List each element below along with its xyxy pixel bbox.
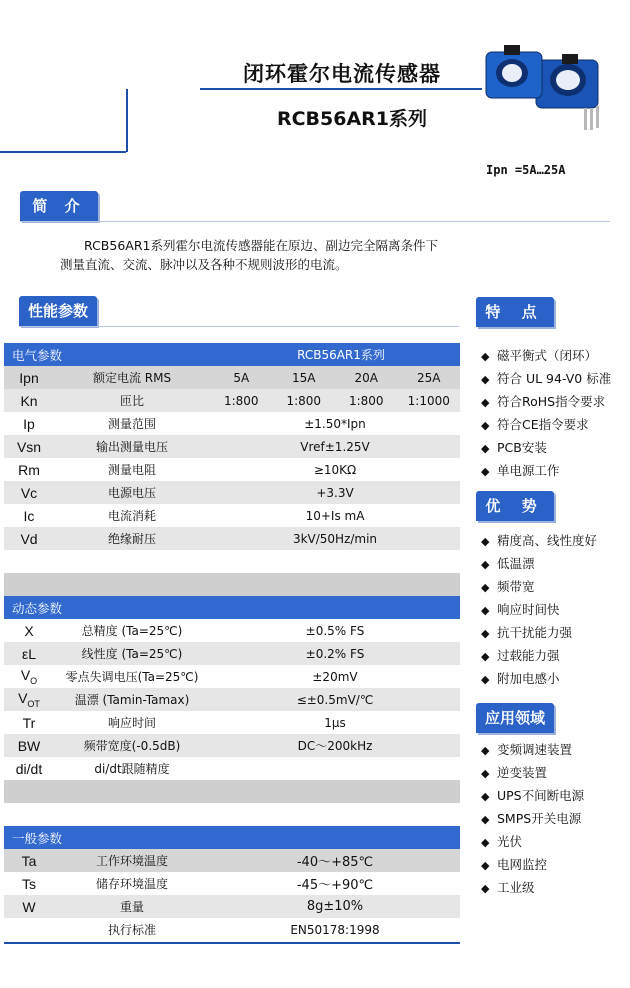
param-name: 重量 bbox=[119, 900, 144, 914]
param-value: ±1.50*Ipn bbox=[304, 416, 366, 431]
table-row bbox=[4, 849, 460, 872]
table-row bbox=[4, 665, 460, 688]
symbol: Ic bbox=[23, 507, 35, 524]
list-item: ◆ 符合CE指令要求 bbox=[481, 413, 611, 436]
param-name: 电流消耗 bbox=[107, 509, 156, 523]
diamond-bullet-icon: ◆ bbox=[481, 813, 490, 826]
general-header-row bbox=[4, 826, 460, 849]
page-title: 闭环霍尔电流传感器 bbox=[243, 62, 441, 86]
param-name: 电源电压 bbox=[107, 486, 156, 500]
param-value: ±0.5% FS bbox=[305, 623, 365, 638]
table-row bbox=[4, 458, 460, 481]
list-item: ◆ 单电源工作 bbox=[481, 459, 611, 482]
param-value: 3kV/50Hz/min bbox=[292, 531, 378, 546]
param-value: Vref±1.25V bbox=[300, 439, 370, 454]
param-value: ≥10KΩ bbox=[313, 462, 357, 477]
param-value: -40～+85℃ bbox=[296, 855, 374, 870]
symbol: $V_O$ bbox=[20, 667, 38, 686]
sensor-front-icon bbox=[486, 45, 542, 98]
table-row bbox=[4, 711, 460, 734]
symbol: Tr bbox=[22, 714, 36, 731]
diamond-bullet-icon: ◆ bbox=[481, 396, 490, 409]
table-row bbox=[4, 688, 460, 711]
list-item: ◆ 光伏 bbox=[481, 830, 584, 853]
param-value: ≤±0.5mV/℃ bbox=[296, 692, 374, 707]
diamond-bullet-icon: ◆ bbox=[481, 350, 490, 363]
param-value: ±0.2% FS bbox=[305, 646, 365, 661]
param-name: 执行标准 bbox=[107, 923, 156, 937]
param-name: 测量范围 bbox=[107, 417, 156, 431]
symbol: BW bbox=[17, 737, 41, 754]
table-row bbox=[4, 918, 460, 941]
param-value: 10+Is mA bbox=[305, 508, 365, 523]
value-20a: 20A bbox=[354, 370, 378, 385]
performance-divider bbox=[19, 326, 459, 327]
param-name: 零点失调电压(Ta=25℃) bbox=[65, 670, 199, 684]
param-value: 1μs bbox=[324, 715, 346, 730]
current-range: Ipn =5A…25A bbox=[486, 163, 566, 177]
symbol: X bbox=[24, 622, 34, 639]
symbol: Vc bbox=[20, 484, 38, 501]
list-item: ◆ 频带宽 bbox=[481, 575, 597, 598]
symbol: Kn bbox=[20, 392, 38, 409]
header-rule bbox=[200, 88, 482, 90]
diamond-bullet-icon: ◆ bbox=[481, 673, 490, 686]
diamond-bullet-icon: ◆ bbox=[481, 650, 490, 663]
param-name: 响应时间 bbox=[107, 716, 156, 730]
symbol: Ip bbox=[23, 415, 35, 432]
diamond-bullet-icon: ◆ bbox=[481, 373, 490, 386]
diamond-bullet-icon: ◆ bbox=[481, 744, 490, 757]
sensor-back-icon bbox=[536, 54, 599, 130]
symbol: Vd bbox=[20, 530, 38, 547]
param-value: 8g±10% bbox=[306, 899, 364, 914]
intro-tag: 简 介 bbox=[20, 191, 98, 221]
table-row bbox=[4, 527, 460, 550]
list-item: ◆ UPS不间断电源 bbox=[481, 784, 584, 807]
dynamic-header: 动态参数 bbox=[12, 600, 63, 616]
product-image bbox=[476, 40, 626, 140]
list-item: ◆ 变频调速装置 bbox=[481, 738, 584, 761]
value-15a: 15A bbox=[292, 370, 316, 385]
symbol: di/dt bbox=[15, 760, 43, 777]
table-row bbox=[4, 895, 460, 918]
diamond-bullet-icon: ◆ bbox=[481, 581, 490, 594]
symbol: Ts bbox=[22, 875, 36, 892]
table-row bbox=[4, 619, 460, 642]
table-row bbox=[4, 389, 460, 412]
table-row bbox=[4, 481, 460, 504]
param-name: 工作环境温度 bbox=[95, 854, 168, 868]
param-name: 总精度 (Ta=25℃) bbox=[81, 624, 183, 638]
diamond-bullet-icon: ◆ bbox=[481, 627, 490, 640]
param-name: 匝比 bbox=[119, 394, 144, 408]
table-row bbox=[4, 412, 460, 435]
list-item: ◆ 附加电感小 bbox=[481, 667, 597, 690]
list-item: ◆ 工业级 bbox=[481, 876, 584, 899]
symbol: $V_{OT}$ bbox=[18, 690, 40, 709]
param-name: 输出测量电压 bbox=[95, 440, 168, 454]
intro-divider bbox=[20, 221, 610, 222]
applications-list bbox=[481, 738, 584, 899]
param-name: 测量电阻 bbox=[107, 463, 156, 477]
param-name: 温漂 (Tamin-Tamax) bbox=[74, 693, 190, 707]
electrical-header-row bbox=[4, 343, 460, 366]
list-item: ◆ 符合RoHS指令要求 bbox=[481, 390, 611, 413]
table-row bbox=[4, 366, 460, 389]
advantages-list bbox=[481, 529, 597, 690]
list-item: ◆ 电网监控 bbox=[481, 853, 584, 876]
list-item: ◆ 逆变装置 bbox=[481, 761, 584, 784]
symbol: Vsn bbox=[16, 438, 42, 455]
diamond-bullet-icon: ◆ bbox=[481, 442, 490, 455]
table-row bbox=[4, 872, 460, 895]
header-rule-left bbox=[0, 151, 126, 153]
value-15a: 1:800 bbox=[286, 393, 322, 408]
value-5a: 1:800 bbox=[223, 393, 259, 408]
dynamic-header-row bbox=[4, 596, 460, 619]
applications-tag: 应用领域 bbox=[476, 703, 554, 733]
diamond-bullet-icon: ◆ bbox=[481, 836, 490, 849]
param-name: 储存环境温度 bbox=[95, 877, 168, 891]
spec-table bbox=[4, 343, 460, 941]
list-item: ◆ SMPS开关电源 bbox=[481, 807, 584, 830]
list-item: ◆ 低温漂 bbox=[481, 552, 597, 575]
table-row bbox=[4, 757, 460, 780]
electrical-header: 电气参数 bbox=[12, 347, 63, 363]
table-row bbox=[4, 435, 460, 458]
param-name: 线性度 (Ta=25℃) bbox=[81, 647, 183, 661]
intro-line-1: RCB56AR1系列霍尔电流传感器能在原边、副边完全隔离条件下 bbox=[84, 238, 438, 253]
value-25a: 25A bbox=[417, 370, 441, 385]
features-list bbox=[481, 344, 611, 482]
symbol: εL bbox=[21, 645, 37, 662]
intro-line-2: 测量直流、交流、脉冲以及各种不规则波形的电流。 bbox=[60, 257, 348, 272]
features-tag: 特 点 bbox=[476, 297, 554, 327]
table-row-empty bbox=[4, 803, 460, 826]
value-25a: 1:1000 bbox=[407, 393, 450, 408]
diamond-bullet-icon: ◆ bbox=[481, 859, 490, 872]
value-5a: 5A bbox=[233, 370, 250, 385]
list-item: ◆ 过载能力强 bbox=[481, 644, 597, 667]
param-value: DC～200kHz bbox=[297, 739, 373, 753]
list-item: ◆ 精度高、线性度好 bbox=[481, 529, 597, 552]
symbol: W bbox=[22, 898, 36, 915]
param-value: +3.3V bbox=[316, 485, 354, 500]
table-row-empty bbox=[4, 780, 460, 803]
table-row-empty bbox=[4, 573, 460, 596]
table-row bbox=[4, 734, 460, 757]
diamond-bullet-icon: ◆ bbox=[481, 767, 490, 780]
list-item: ◆ 符合 UL 94-V0 标准 bbox=[481, 367, 611, 390]
list-item: ◆ PCB安装 bbox=[481, 436, 611, 459]
diamond-bullet-icon: ◆ bbox=[481, 882, 490, 895]
table-row-empty bbox=[4, 550, 460, 573]
list-item: ◆ 磁平衡式（闭环） bbox=[481, 344, 611, 367]
table-bottom-rule bbox=[4, 942, 460, 944]
param-name: di/dt跟随精度 bbox=[94, 762, 170, 776]
symbol: Ipn bbox=[19, 369, 39, 386]
performance-tag: 性能参数 bbox=[19, 296, 97, 326]
param-value: EN50178:1998 bbox=[290, 922, 380, 937]
diamond-bullet-icon: ◆ bbox=[481, 419, 490, 432]
param-name: 额定电流 RMS bbox=[92, 371, 172, 385]
table-row bbox=[4, 504, 460, 527]
intro-text bbox=[60, 236, 466, 274]
param-name: 绝缘耐压 bbox=[107, 532, 156, 546]
symbol: Rm bbox=[18, 461, 40, 478]
list-item: ◆ 响应时间快 bbox=[481, 598, 597, 621]
diamond-bullet-icon: ◆ bbox=[481, 604, 490, 617]
table-row bbox=[4, 642, 460, 665]
page-subtitle: RCB56AR1系列 bbox=[276, 108, 428, 130]
param-value: -45～+90℃ bbox=[296, 878, 374, 893]
series-header: RCB56AR1系列 bbox=[297, 348, 385, 362]
list-item: ◆ 抗干扰能力强 bbox=[481, 621, 597, 644]
diamond-bullet-icon: ◆ bbox=[481, 558, 490, 571]
diamond-bullet-icon: ◆ bbox=[481, 790, 490, 803]
diamond-bullet-icon: ◆ bbox=[481, 465, 490, 478]
param-value: ±20mV bbox=[312, 669, 358, 684]
advantages-tag: 优 势 bbox=[476, 491, 554, 521]
general-header: 一般参数 bbox=[12, 830, 63, 846]
value-20a: 1:800 bbox=[348, 393, 384, 408]
diamond-bullet-icon: ◆ bbox=[481, 535, 490, 548]
param-name: 频带宽度(-0.5dB) bbox=[83, 739, 181, 753]
header-rule-step bbox=[126, 89, 128, 152]
symbol: Ta bbox=[21, 852, 37, 869]
